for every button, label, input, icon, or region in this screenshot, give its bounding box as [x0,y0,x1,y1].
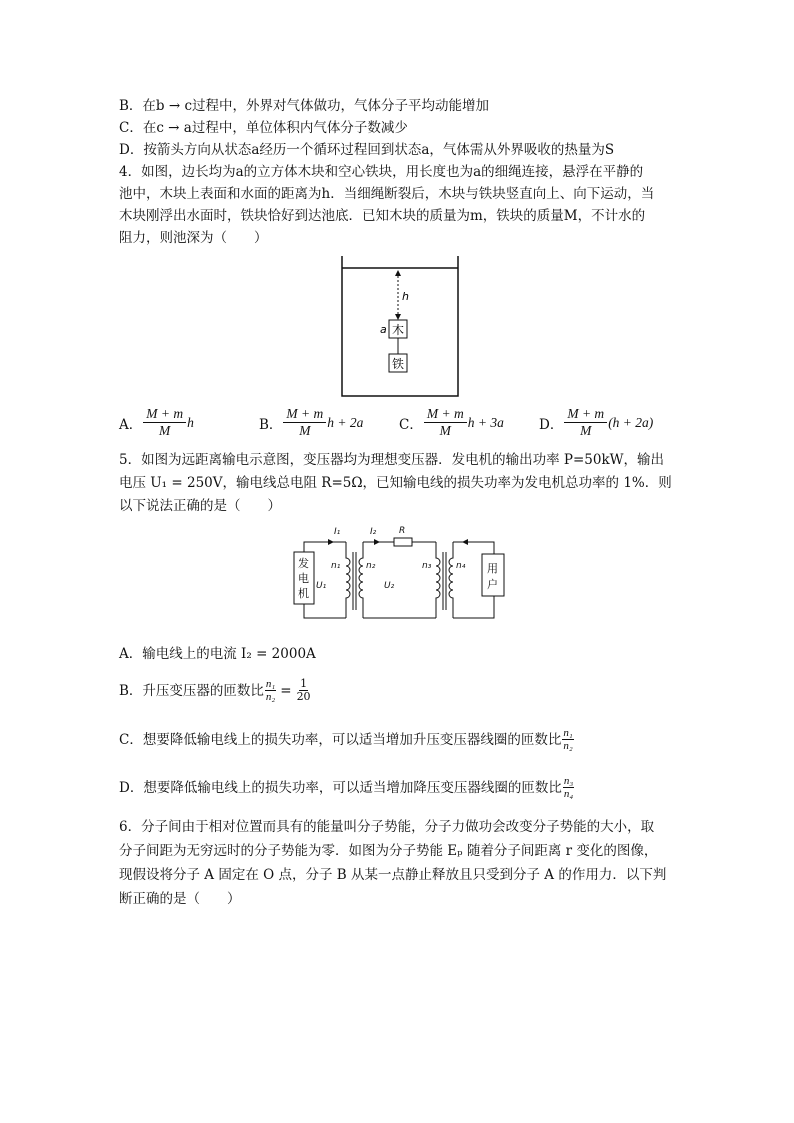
resistor-r [394,538,412,546]
q5-d-den: n₄ [563,788,574,800]
q4-d-fraction [564,406,607,439]
transmission-circuit [290,522,506,626]
q4-c-fraction [424,406,467,439]
q6-stem-line2: 分子间距为无穷远时的分子势能为零．如图为分子势能 Eₚ 随着分子间距离 r 变化的图像， [119,843,658,859]
q5-option-d [119,775,575,800]
q4-d-den: M [580,423,592,438]
q6-stem-line1: 6．分子间由于相对位置而具有的能量叫分子势能，分子力做功会改变分子势能的大小，取 [119,819,655,835]
user-char-1: 用 [487,562,498,575]
q5-b-prefix: B．升压变压器的匝数比 [119,682,264,699]
q5-stem-line2: 电压 U₁ = 250V，输电线总电阻 R=5Ω，已知输电线的损失功率为发电机总功率的 1%．则 [119,475,672,491]
coil-n3 [436,542,440,618]
q4-b-den: M [299,423,311,438]
q5-stem-line3: 以下说法正确的是（ ） [119,498,281,514]
q4-option-c [399,406,504,439]
i4-arrow [462,539,468,545]
q4-stem-line4: 阻力，则池深为（ ） [119,230,268,246]
q4-b-num: M + m [283,406,326,423]
coil-n4 [449,542,453,618]
a-label: a [380,323,387,336]
q4-d-suffix: (h + 2a) [608,414,654,430]
iron-label: 铁 [392,357,405,371]
label-i2: I₂ [370,527,377,537]
gen-char-2: 电 [298,572,309,585]
q5-option-a: A．输电线上的电流 I₂ = 2000A [119,646,316,662]
wood-label: 木 [392,323,405,337]
q4-b-prefix: B． [259,416,283,433]
q5-option-b [119,678,313,703]
q4-stem-line2: 池中，木块上表面和水面的距离为h．当细绳断裂后，木块与铁块竖直向上、向下运动，当 [119,186,655,202]
user-char-2: 户 [487,578,498,591]
q4-stem-line3: 木块刚浮出水面时，铁块恰好到达池底．已知木块的质量为m，铁块的质量M，不计水的 [119,208,646,224]
q5-c-text: C．想要降低输电线上的损失功率，可以适当增加升压变压器线圈的匝数比 [119,731,562,748]
q5-d-num: n₃ [563,775,574,787]
q6-stem-line3: 现假设将分子 A 固定在 O 点，分子 B 从某一点静止释放且只受到分子 A 的作用力．以下判 [119,867,667,883]
pool-figure [330,250,470,400]
left-loop-wire-bottom [304,604,346,618]
h-label: h [402,290,409,303]
q4-d-prefix: D． [539,416,564,433]
q4-option-d [539,406,653,439]
q6-stem-line4: 断正确的是（ ） [119,891,241,907]
q4-c-den: M [439,423,451,438]
q5-d-ratio [563,775,574,800]
right-loop-wire-bottom [453,596,494,618]
q4-stem-line1: 4．如图，边长均为a的立方体木块和空心铁块，用长度也为a的细绳连接，悬浮在平静的 [119,164,644,180]
label-n3: n₃ [422,561,432,571]
q5-b-num2: 1 [300,677,308,690]
gen-char-1: 发 [298,557,309,570]
q4-a-fraction [143,406,186,439]
q5-option-c [119,727,575,752]
label-n2: n₂ [366,561,376,571]
q4-a-num: M + m [143,406,186,423]
q5-b-num: n₁ [265,678,276,690]
q4-option-a [119,406,194,439]
q4-b-suffix: h + 2a [327,414,364,430]
gen-char-3: 机 [298,587,309,600]
i1-arrow [328,539,334,545]
label-u1: U₁ [316,581,327,591]
q4-a-prefix: A． [119,416,143,433]
q3-option-d: D．按箭头方向从状态a经历一个循环过程回到状态a，气体需从外界吸收的热量为S [119,142,615,158]
q5-stem-line1: 5．如图为远距离输电示意图，变压器均为理想变压器．发电机的输出功率 P=50kW，输出 [119,452,665,468]
q4-c-suffix: h + 3a [467,414,504,430]
q5-b-value [296,678,312,703]
label-n1: n₁ [331,561,341,571]
q5-b-ratio [265,678,276,703]
q4-option-b [259,406,363,439]
h-arrow-top [395,270,401,276]
q5-b-den2: 20 [296,690,311,703]
q5-c-den: n₂ [563,740,573,752]
coil-n2 [359,542,363,618]
label-i1: I₁ [334,527,341,537]
q5-c-ratio [562,727,573,752]
label-r: R [399,526,406,536]
q4-b-fraction [283,406,326,439]
q5-b-den: n₂ [265,691,276,703]
h-arrow-bottom [395,314,401,320]
label-n4: n₄ [456,561,466,571]
q5-b-eq: = [280,682,292,699]
q4-d-num: M + m [564,406,607,423]
coil-n1 [346,542,350,618]
i2-arrow [374,539,380,545]
left-loop-wire [304,542,346,552]
q4-a-den: M [159,423,171,438]
q4-c-prefix: C． [399,416,423,433]
q3-option-b: B．在b → c过程中，外界对气体做功，气体分子平均动能增加 [119,98,490,114]
q5-d-text: D．想要降低输电线上的损失功率，可以适当增加降压变压器线圈的匝数比 [119,779,562,796]
q5-c-num: n₁ [563,727,573,739]
q4-c-num: M + m [424,406,467,423]
q3-option-c: C．在c → a过程中，单位体积内气体分子数减少 [119,120,408,136]
label-u2: U₂ [384,581,395,591]
q4-a-suffix: h [187,414,194,430]
right-loop-wire [453,542,494,554]
